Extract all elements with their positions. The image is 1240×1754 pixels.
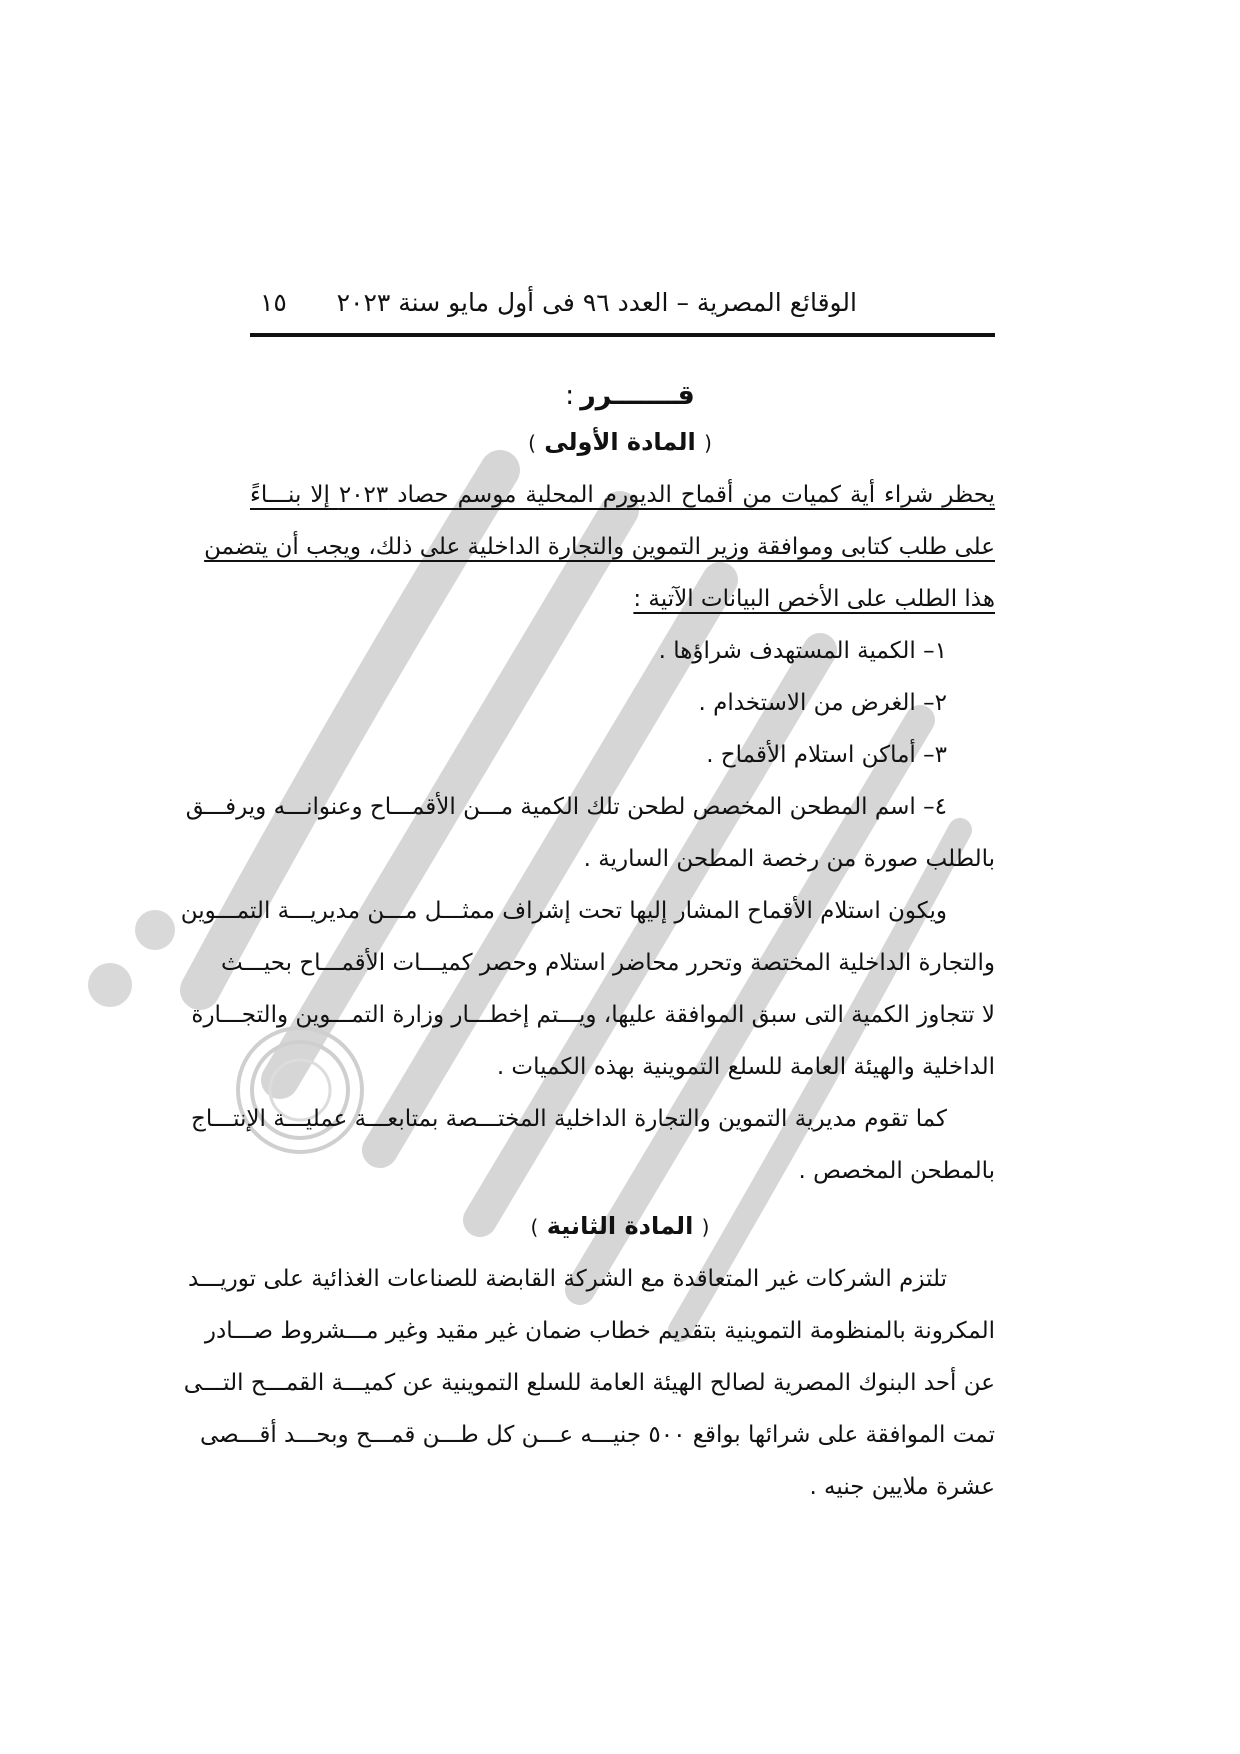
article1-list-item <box>250 738 995 772</box>
article1-line: بالمطحن المخصص . <box>798 1158 995 1184</box>
page-number: ١٥ <box>260 288 287 317</box>
article2-line: المكرونة بالمنظومة التموينية بتقديم خطاب ضمان غير مقيد وغير مـــشروط صـــادر <box>204 1318 995 1344</box>
article1-list-item <box>250 634 995 668</box>
article2-heading <box>0 1212 1240 1240</box>
list-item-text: ١– الكمية المستهدف شراؤها . <box>658 638 947 664</box>
gazette-title: الوقائع المصرية – العدد ٩٦ فى أول مايو سنة ٢٠٢٣ <box>336 288 857 317</box>
article1-list-item: ٤– اسم المطحن المخصص لطحن تلك الكمية مـــن الأقمـــاح وعنوانـــه ويرفـــق <box>185 794 947 820</box>
header-divider <box>250 333 995 337</box>
article1-line: ويكون استلام الأقماح المشار إليها تحت إشراف ممثـــل مـــن مديريـــة التمـــوين <box>180 898 947 924</box>
article1-line: هذا الطلب على الأخص البيانات الآتية : <box>633 586 995 612</box>
article1-line: لا تتجاوز الكمية التى سبق الموافقة عليها، ويـــتم إخطـــار وزارة التمـــوين والتجـــارة <box>191 1002 995 1028</box>
article1-heading <box>0 428 1240 456</box>
list-item-text: ٣– أماكن استلام الأقماح . <box>706 742 947 768</box>
decree-colon: : <box>565 380 575 411</box>
list-item-text: ٢– الغرض من الاستخدام . <box>698 690 947 716</box>
article2-title: المادة الثانية <box>546 1212 694 1240</box>
article1-list-item <box>250 686 995 720</box>
article1-line: والتجارة الداخلية المختصة وتحرر محاضر استلام وحصر كميـــات الأقمـــاح بحيـــث <box>221 950 995 976</box>
article1-line: يحظر شراء أية كميات من أقماح الديورم المحلية موسم حصاد ٢٠٢٣ إلا بنـــاءً <box>250 482 996 508</box>
article2-line: عن أحد البنوك المصرية لصالح الهيئة العامة للسلع التموينية عن كميـــة القمـــح التـــى <box>183 1370 995 1396</box>
article2-paren-close: ) <box>530 1215 539 1239</box>
article1-title: المادة الأولى <box>544 428 696 456</box>
article2-line: تمت الموافقة على شرائها بواقع ٥٠٠ جنيـــه عـــن كل طـــن قمـــح وبحـــد أقـــصى <box>200 1422 995 1448</box>
article2-line: تلتزم الشركات غير المتعاقدة مع الشركة القابضة للصناعات الغذائية على توريـــد <box>187 1266 947 1292</box>
article1-line: على طلب كتابى وموافقة وزير التموين والتجارة الداخلية على ذلك، ويجب أن يتضمن <box>204 534 995 560</box>
article2-paren-open: ( <box>701 1215 710 1239</box>
decree-heading <box>0 380 1240 411</box>
article1-line: بالطلب صورة من رخصة المطحن السارية . <box>583 846 995 872</box>
decree-title: قـــــــرر <box>580 380 695 411</box>
article1-paren-close: ) <box>528 431 536 455</box>
article1-line: كما تقوم مديرية التموين والتجارة الداخلية المختـــصة بمتابعـــة عمليـــة الإنتـــاج <box>191 1106 947 1132</box>
article1-line: الداخلية والهيئة العامة للسلع التموينية بهذه الكميات . <box>496 1054 995 1080</box>
page-header <box>250 282 995 322</box>
article2-line: عشرة ملايين جنيه . <box>809 1474 995 1500</box>
article1-paren-open: ( <box>704 431 712 455</box>
